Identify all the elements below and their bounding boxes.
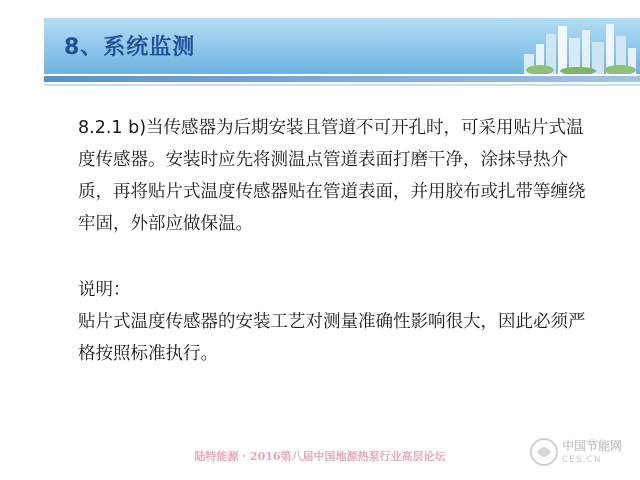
title-rule — [44, 76, 640, 82]
paragraph-8-2-1: 8.2.1 b)当传感器为后期安装且管道不可开孔时，可采用贴片式温度传感器。安装时应先将测温点管道表面打磨干净，涂抹导热介质，再将贴片式温度传感器贴在管道表面，并用胶布或扎带等缠绕牢固，外部应做保温。 — [78, 118, 586, 234]
watermark-url: CES.CN — [562, 455, 602, 465]
note-label: 说明： — [78, 280, 131, 300]
watermark-name: 中国节能网 — [562, 439, 623, 453]
title-rule-thin — [44, 84, 640, 86]
note-text: 贴片式温度传感器的安装工艺对测量准确性影响很大，因此必须严格按照标准执行。 — [78, 312, 586, 364]
city-skyline-icon — [520, 20, 638, 74]
slide-header — [0, 0, 640, 96]
slide-footer: 陆特能源 · 2016第八届中国地源热泵行业高层论坛 — [194, 450, 446, 463]
slide-body — [78, 112, 598, 370]
slide-title: 8、系统监测 — [64, 35, 196, 60]
